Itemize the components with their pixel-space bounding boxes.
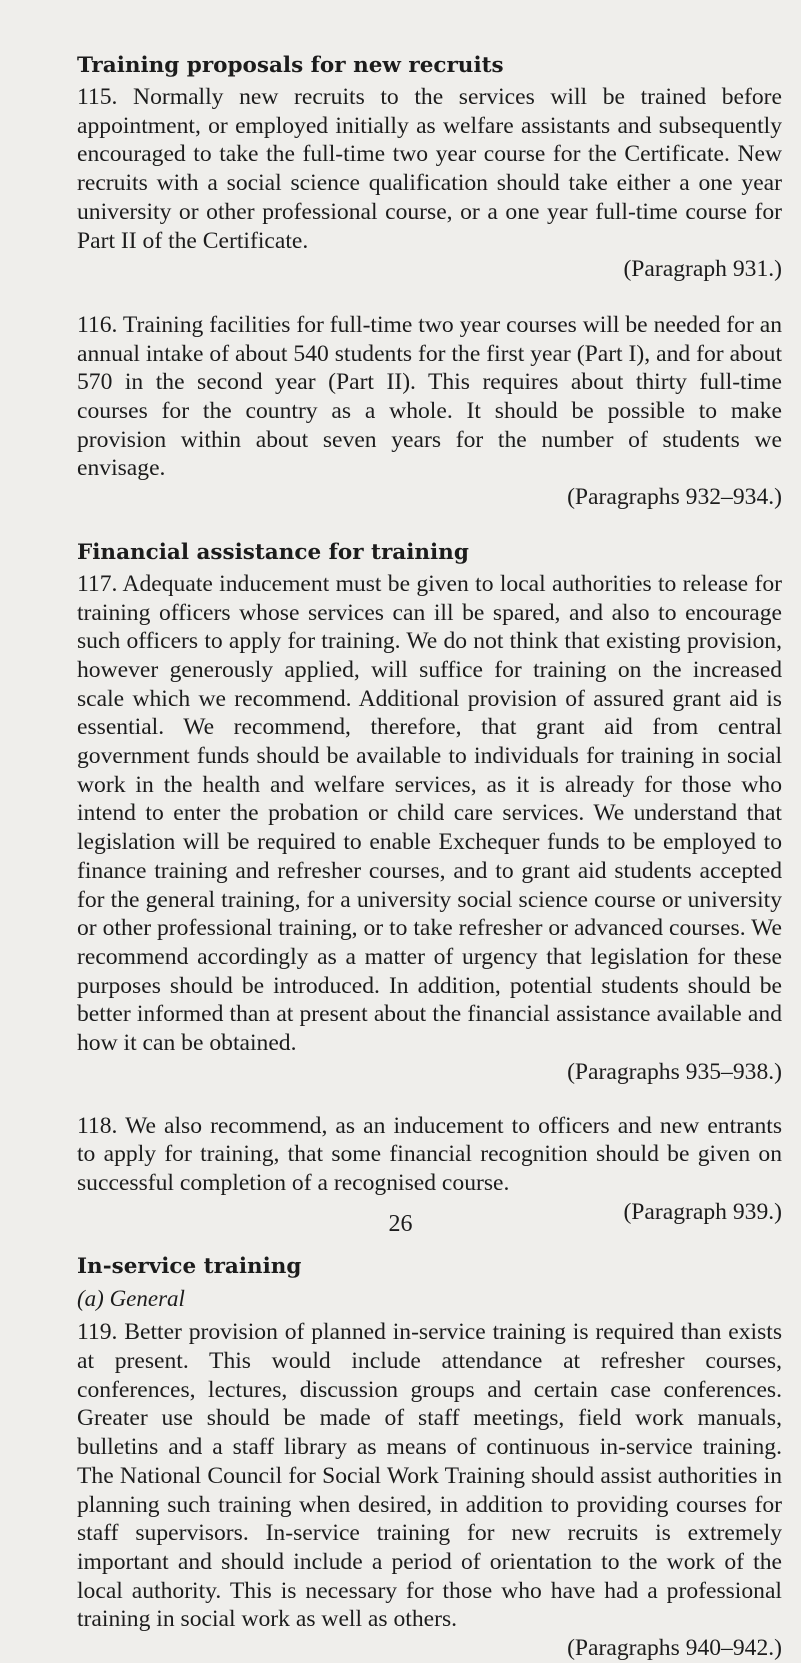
section-heading-training-proposals: Training proposals for new recruits [77, 53, 504, 78]
paragraph-116-text: 116. Training facilities for full-time two year courses will be needed for an annual intake of about 540 students for the first year (Part I), and for about 570 in the second year (Part II). This requires about thirty full-time courses for the country as a whole. It should be possible to make provision within about seven years for the number of students we envisage. [77, 311, 782, 482]
paragraph-116 [77, 311, 782, 512]
paragraph-119 [77, 1318, 782, 1662]
paragraph-118-reference: (Paragraph 939.) [623, 1198, 782, 1225]
paragraph-116-reference: (Paragraphs 932–934.) [567, 484, 782, 511]
page-content [77, 52, 782, 1663]
paragraph-118 [77, 1112, 782, 1227]
paragraph-117-text: 117. Adequate inducement must be given to local authorities to release for training officers whose services can ill be spared, and also to encourage such officers to apply for training. We do not think that existing provision, however generously applied, will suffice for training on the increased scale which we recommend. Additional provision of assured grant aid is essential. We recommend, therefore, that grant aid from central government funds should be available to individuals for training in social work in the health and welfare services, as it is already for those who intend to enter the probation or child care services. We understand that legislation will be required to enable Exchequer funds to be employed to finance training and refresher courses, and to grant aid students accepted for the general training, for a university social science course or university or other professional training, or to take refresher or advanced courses. We recommend accordingly as a matter of urgency that legislation for these purposes should be introduced. In addition, potential students should be better informed than at present about the financial assistance available and how it can be obtained. [77, 570, 782, 1057]
paragraph-117 [77, 570, 782, 1087]
paragraph-115 [77, 83, 782, 284]
paragraph-117-reference: (Paragraphs 935–938.) [567, 1058, 782, 1085]
paragraph-119-reference: (Paragraphs 940–942.) [567, 1635, 782, 1662]
paragraph-119-text: 119. Better provision of planned in-service training is required than exists at present. This would include attendance at refresher courses, conferences, lectures, discussion groups and certain case conferences. Greater use should be made of staff meetings, field work manuals, bulletins and a staff library as means of continuous in-service training. The National Council for Social Work Training should assist authorities in planning such training when desired, in addition to providing courses for staff supervisors. In-service training for new recruits is extremely important and should include a period of orientation to the work of the local authority. This is necessary for those who have had a professional training in social work as well as others. [77, 1319, 782, 1633]
subheading-general: (a) General [77, 1286, 185, 1312]
section-heading-in-service-training: In-service training [77, 1254, 302, 1280]
section-heading-financial-assistance: Financial assistance for training [77, 539, 469, 565]
paragraph-118-text: 118. We also recommend, as an inducement to officers and new entrants to apply for training, that some financial recognition should be given on successful completion of a recognised course. [77, 1112, 782, 1196]
page-number: 26 [388, 1211, 413, 1237]
paragraph-115-text: 115. Normally new recruits to the services will be trained before appointment, or employed initially as welfare assistants and subsequently encouraged to take the full-time two year course for the Certificate. New recruits with a social science qualification should take either a one year university or other professional course, or a one year full-time course for Part II of the Certificate. [77, 84, 782, 254]
paragraph-115-reference: (Paragraph 931.) [623, 256, 782, 283]
